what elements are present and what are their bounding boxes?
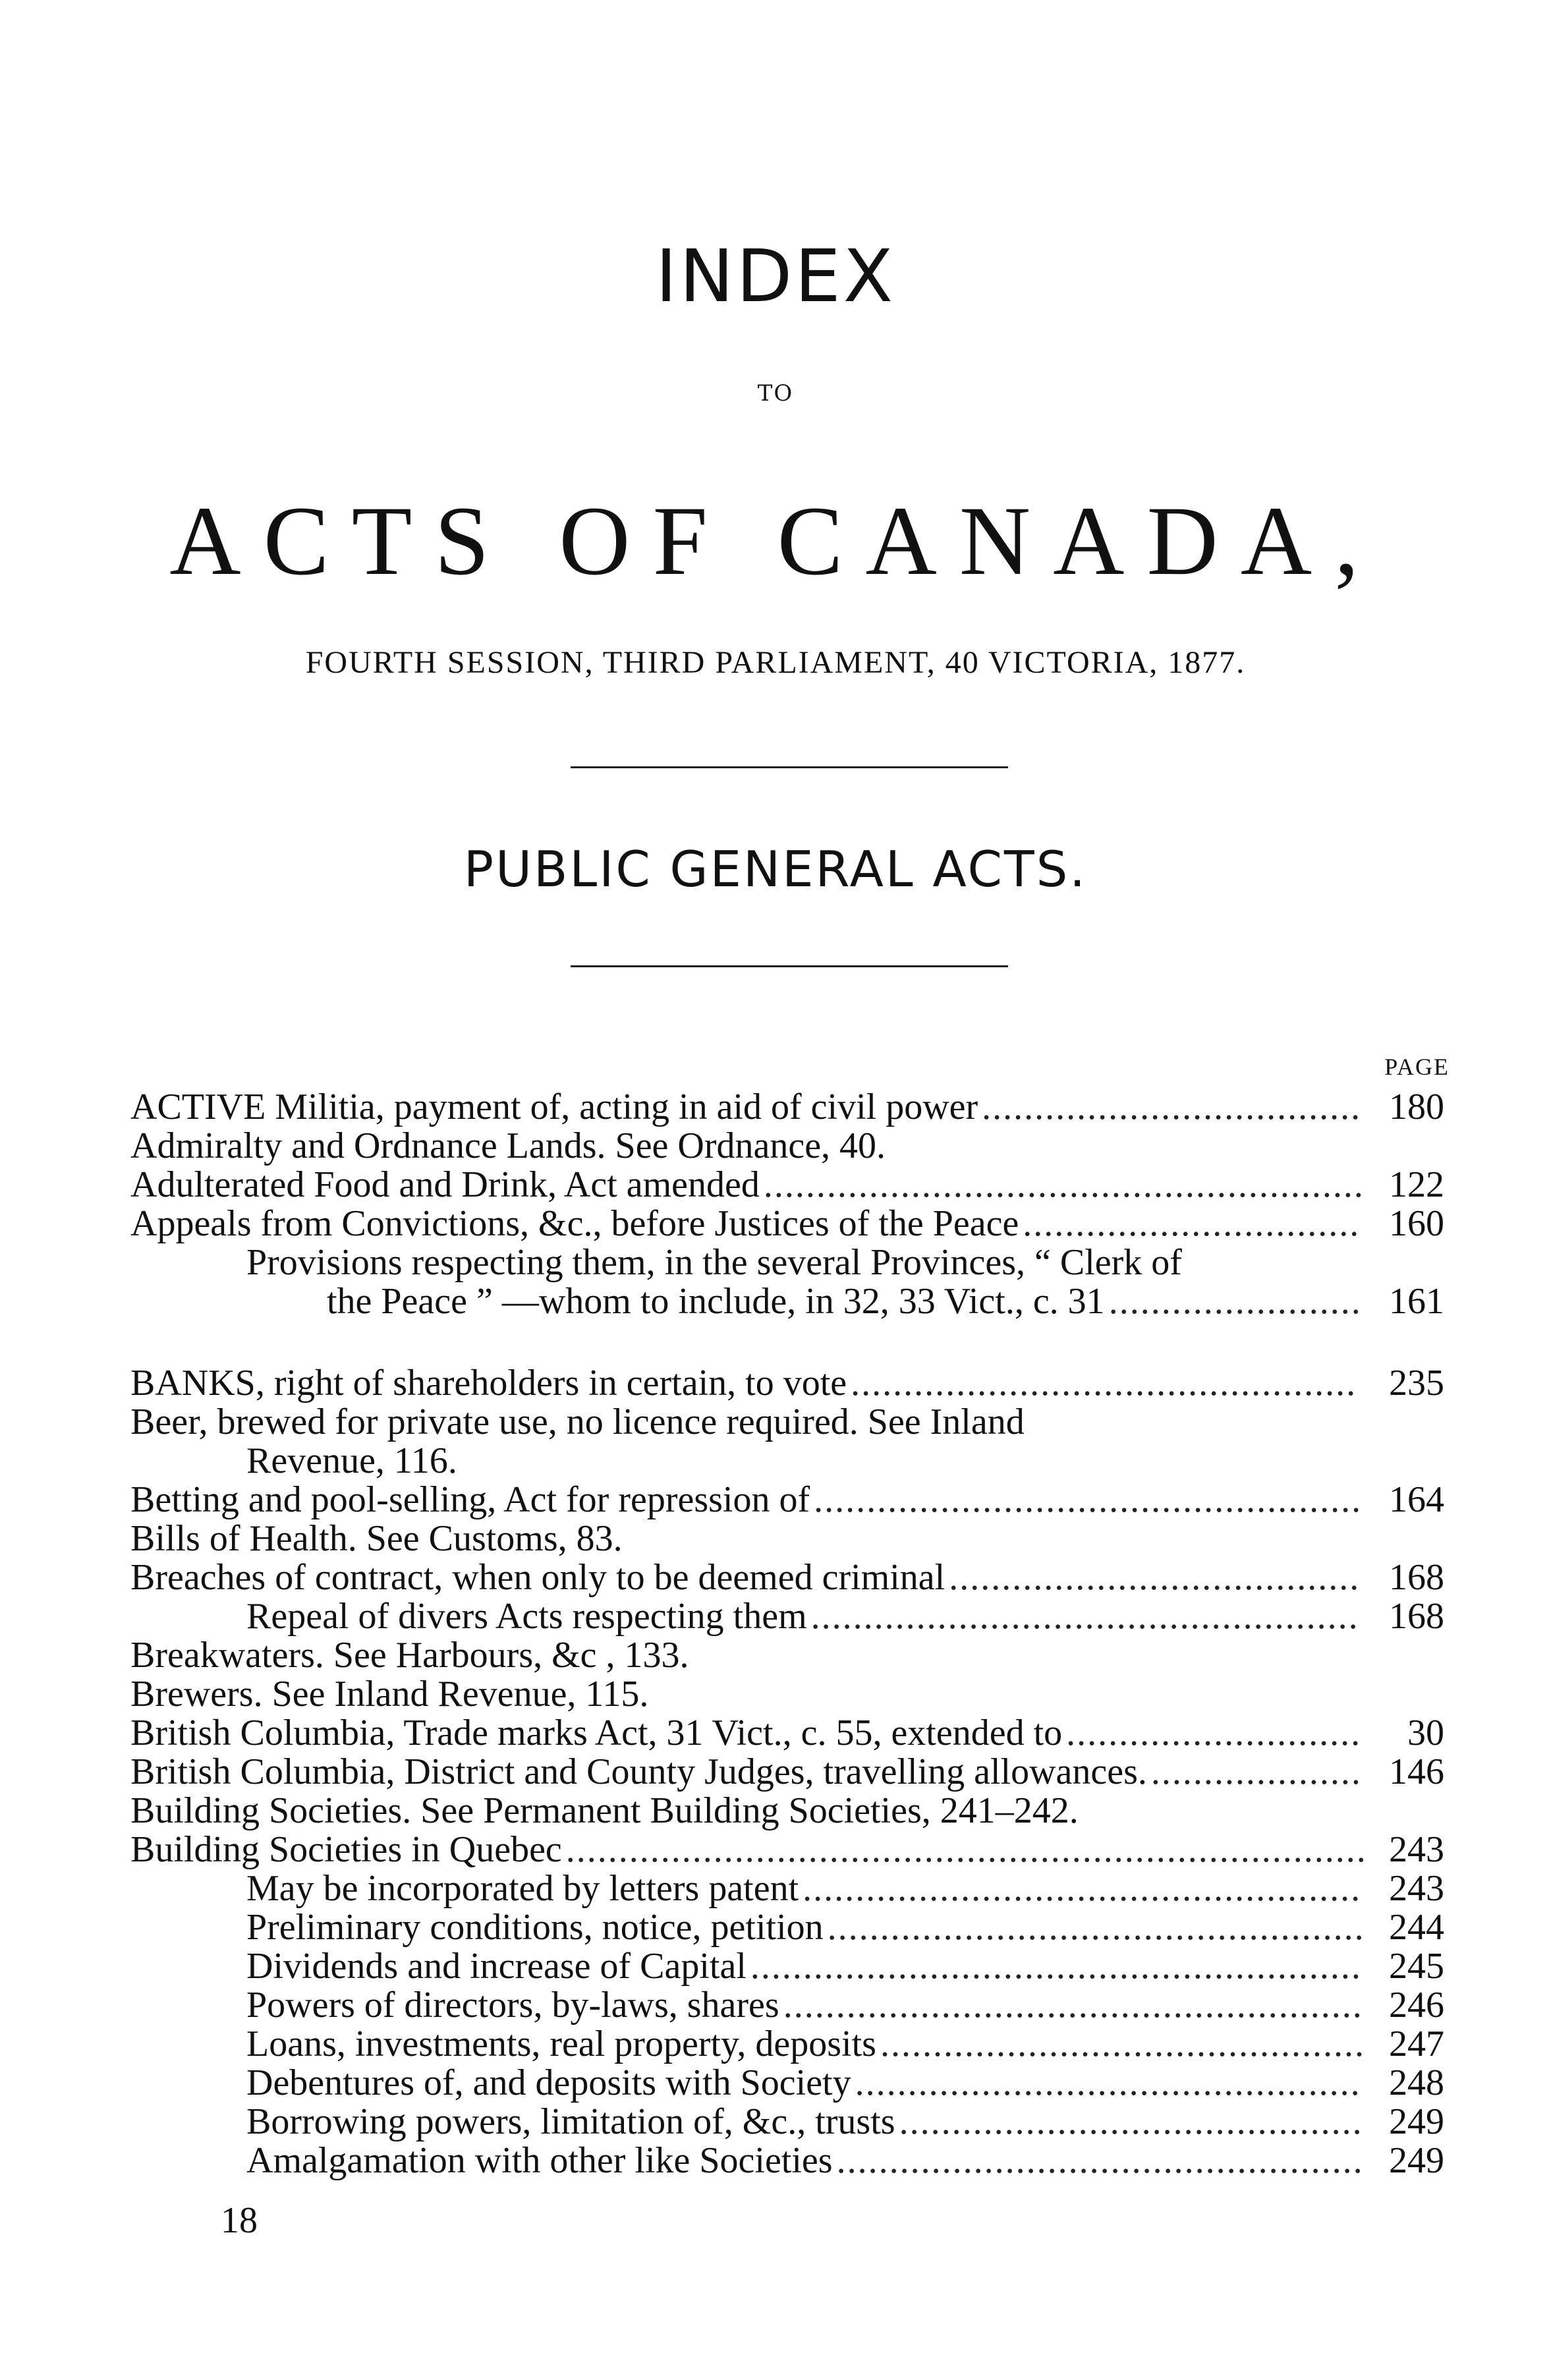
entry-text: the Peace ” —whom to include, in 32, 33 Vict., c. 31: [327, 1281, 1105, 1322]
entry-page-number: 248: [1389, 2062, 1444, 2103]
entry-text: Breaches of contract, when only to be deemed criminal: [130, 1557, 945, 1598]
entry-text: Building Societies. See Permanent Building Societies, 241–242.: [130, 1790, 1079, 1831]
dot-leader: ............................: [1066, 1713, 1362, 1753]
index-entry: [130, 1752, 1444, 1792]
index-entry: [130, 1363, 1444, 1403]
entry-page-number: 243: [1389, 1829, 1444, 1870]
to-label: TO: [757, 380, 794, 407]
index-entry: [130, 1243, 1444, 1282]
dot-leader: ....................................................: [810, 1596, 1359, 1637]
dot-leader: .....................................................: [803, 1868, 1362, 1909]
entry-text: Borrowing powers, limitation of, &c., trusts: [246, 2101, 895, 2142]
dot-leader: ...................................................: [827, 1907, 1365, 1948]
dot-leader: ..............................................: [880, 2024, 1365, 2064]
entry-text: Betting and pool-selling, Act for repression of: [130, 1479, 810, 1520]
index-entry: [130, 1713, 1444, 1753]
entry-text: Repeal of divers Acts respecting them: [246, 1596, 807, 1637]
divider-rule: [571, 766, 1008, 768]
index-entry: [130, 2024, 1444, 2064]
index-entry: [130, 1830, 1444, 1869]
dot-leader: ............................................: [899, 2101, 1363, 2142]
entry-page-number: 244: [1389, 1907, 1444, 1948]
index-entry: [130, 1480, 1444, 1519]
entry-text: Building Societies in Quebec: [130, 1829, 562, 1870]
index-entry: [130, 1674, 1444, 1714]
entry-text: Brewers. See Inland Revenue, 115.: [130, 1674, 649, 1714]
dot-leader: ....................................: [982, 1087, 1362, 1127]
index-entry: [130, 1791, 1444, 1830]
index-entry: [130, 1165, 1444, 1204]
entry-page-number: 164: [1389, 1479, 1444, 1520]
dot-leader: ........................: [1108, 1281, 1362, 1322]
entry-text: Loans, investments, real property, deposits: [246, 2024, 876, 2064]
session-line: FOURTH SESSION, THIRD PARLIAMENT, 40 VICTORIA, 1877.: [305, 645, 1246, 680]
index-entry: [130, 1635, 1444, 1675]
dot-leader: .......................................................: [783, 1985, 1363, 2026]
entry-page-number: 30: [1407, 1713, 1444, 1753]
entry-page-number: 249: [1389, 2101, 1444, 2142]
entry-page-number: 180: [1389, 1087, 1444, 1127]
dot-leader: .........................................................: [763, 1164, 1365, 1205]
entry-page-number: 245: [1389, 1946, 1444, 1987]
index-entry: [130, 1869, 1444, 1908]
entry-text: BANKS, right of shareholders in certain, to vote: [130, 1363, 847, 1403]
index-entry: [130, 1519, 1444, 1558]
entry-text: Powers of directors, by-laws, shares: [246, 1985, 779, 2026]
index-title: INDEX: [655, 234, 896, 318]
index-entry: [130, 1282, 1444, 1321]
dot-leader: .......................................: [949, 1557, 1361, 1598]
index-entry: [130, 1204, 1444, 1243]
index-entry: [130, 1985, 1444, 2025]
dot-leader: ................................................: [855, 2062, 1361, 2103]
entry-page-number: 246: [1389, 1985, 1444, 2026]
entry-text: British Columbia, Trade marks Act, 31 Vict., c. 55, extended to: [130, 1713, 1063, 1753]
index-entry: [130, 1946, 1444, 1986]
entry-page-number: 168: [1389, 1557, 1444, 1598]
entry-page-number: 122: [1389, 1164, 1444, 1205]
entry-text: Bills of Health. See Customs, 83.: [130, 1518, 623, 1559]
entry-page-number: 249: [1389, 2140, 1444, 2181]
index-entry: [130, 1908, 1444, 1947]
entry-text: Beer, brewed for private use, no licence required. See Inland: [130, 1402, 1025, 1442]
page-column-header: PAGE: [1384, 1054, 1450, 1080]
index-entry: [130, 1087, 1444, 1127]
index-entry: [130, 1126, 1444, 1166]
dot-leader: ....................................................: [814, 1479, 1363, 1520]
index-entry: [130, 2102, 1444, 2141]
entry-page-number: 235: [1389, 1363, 1444, 1403]
entry-text: Revenue, 116.: [246, 1440, 457, 1481]
index-entry: [130, 1402, 1444, 1442]
dot-leader: ................................: [1023, 1203, 1361, 1244]
entry-page-number: 161: [1389, 1281, 1444, 1322]
dot-leader: ................................................: [851, 1363, 1357, 1403]
entry-text: May be incorporated by letters patent: [246, 1868, 799, 1909]
entry-text: Dividends and increase of Capital: [246, 1946, 747, 1987]
entry-text: Amalgamation with other like Societies: [246, 2140, 833, 2181]
divider-rule: [571, 965, 1008, 967]
entry-text: Appeals from Convictions, &c., before Justices of the Peace: [130, 1203, 1019, 1244]
entry-text: Preliminary conditions, notice, petition: [246, 1907, 824, 1948]
dot-leader: ..........................................................: [750, 1946, 1362, 1987]
index-entry: [130, 1558, 1444, 1597]
entry-text: ACTIVE Militia, payment of, acting in aid of civil power: [130, 1087, 978, 1127]
entry-page-number: 160: [1389, 1203, 1444, 1244]
dot-leader: ............................................................................: [565, 1829, 1367, 1870]
entry-text: Admiralty and Ordnance Lands. See Ordnance, 40.: [130, 1125, 886, 1166]
dot-leader: ..................................................: [836, 2140, 1364, 2181]
entry-text: Debentures of, and deposits with Society: [246, 2062, 851, 2103]
section-title: PUBLIC GENERAL ACTS.: [463, 840, 1088, 898]
entry-page-number: 168: [1389, 1596, 1444, 1637]
acts-title: ACTS OF CANADA,: [169, 486, 1382, 596]
entry-text: British Columbia, District and County Judges, travelling allowances.: [130, 1751, 1147, 1792]
index-entry: [130, 2063, 1444, 2103]
dot-leader: ....................: [1150, 1751, 1362, 1792]
index-entry: [130, 1597, 1444, 1636]
entry-text: Provisions respecting them, in the several Provinces, “ Clerk of: [246, 1242, 1182, 1283]
index-entry: [130, 2141, 1444, 2180]
entry-text: Adulterated Food and Drink, Act amended: [130, 1164, 760, 1205]
entry-page-number: 247: [1389, 2024, 1444, 2064]
entry-page-number: 243: [1389, 1868, 1444, 1909]
index-entry: [130, 1441, 1444, 1481]
signature-mark: 18: [221, 2200, 258, 2241]
entry-page-number: 146: [1389, 1751, 1444, 1792]
entry-text: Breakwaters. See Harbours, &c , 133.: [130, 1635, 689, 1676]
